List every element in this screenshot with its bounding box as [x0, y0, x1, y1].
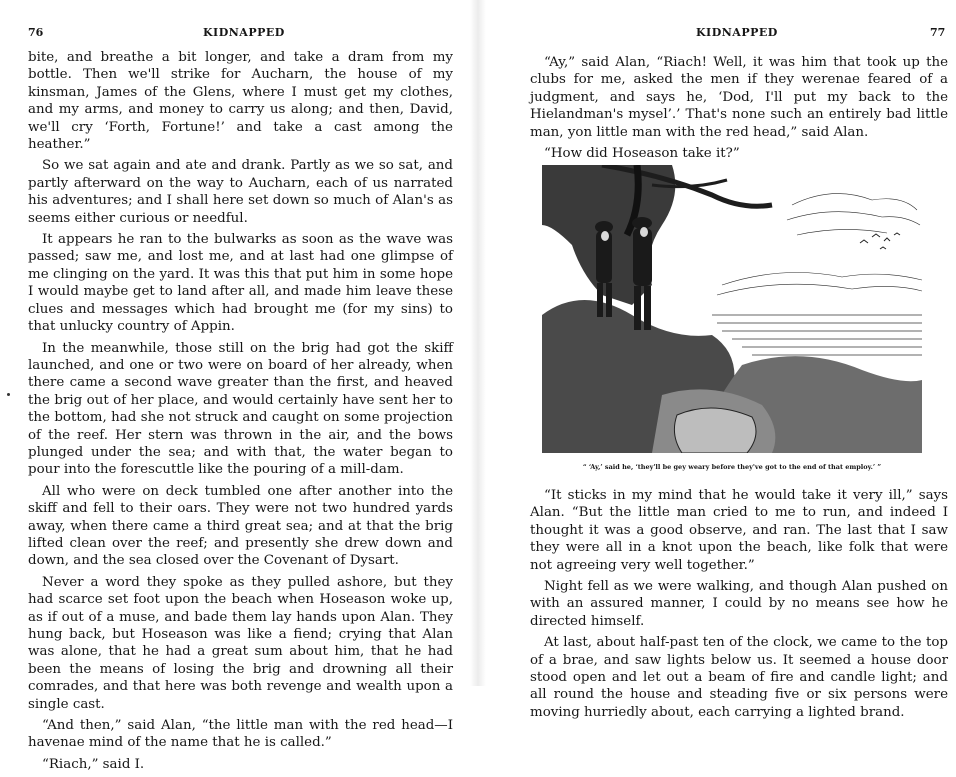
paragraph: All who were on deck tumbled one after another into the skiff and fell to their oars. They were not two hundred yards away, when there came a third great sea; and at that the brig lifted clean over the reef; and presently she drew down and down, and the sea closed over the Covenant of Dysart.: [28, 483, 453, 569]
page-number-left: 76: [28, 26, 44, 39]
illustration-caption: “ ‘Ay,’ said he, ‘they'll be gey weary before they've got to the end of that employ.’ ”: [582, 463, 882, 471]
paragraph: Never a word they spoke as they pulled ashore, but they had scarce set foot upon the beach when Hoseason woke up, as if out of a muse, and bade them lay hands upon Alan. They hung back, but Hoseason was like a fiend; crying that Alan was alone, that he had a great sum about him, that he had been the means of losing the brig and drowning all their comrades, and that here was both revenge and wealth upon a single cast.: [28, 574, 453, 712]
paragraph: “And then,” said Alan, “the little man with the red head—I havenae mind of the name that he is called.”: [28, 718, 453, 751]
engraving-illustration: [542, 165, 922, 453]
running-head-left: KIDNAPPED: [203, 26, 285, 39]
page-number-right: 77: [930, 26, 946, 39]
paragraph: “How did Hoseason take it?”: [544, 146, 740, 162]
paragraph: At last, about half-past ten of the clock, we came to the top of a brae, and saw lights below us. It seemed a house door stood open and let out a beam of fire and candle light; and all round the house and steading five or six persons were moving hurriedly about, each carrying a lighted brand.: [530, 635, 948, 720]
paragraph: “Riach,” said I.: [42, 756, 145, 772]
right-page-text-bottom: [530, 487, 948, 725]
right-page: [478, 0, 956, 720]
paragraph: It appears he ran to the bulwarks as soon as the wave was passed; saw me, and lost me, and at last had one glimpse of me clinging on the yard. It was this that put him in some hope I would maybe get to land after all, and made him leave these clues and messages which had brought me (for my sins) to that unlucky country of Appin.: [28, 232, 453, 335]
paragraph: So we sat again and ate and drank. Partly as we so sat, and partly afterward on the way to Aucharn, each of us narrated his adventures; and I shall here set down so much of Alan's as seems either curious or needful.: [28, 158, 453, 226]
paragraph: Night fell as we were walking, and though Alan pushed on with an assured manner, I could by no means see how he directed himself.: [530, 579, 948, 629]
paragraph: In the meanwhile, those still on the brig had got the skiff launched, and one or two were on board of her already, when there came a second wave greater than the first, and heaved the brig out of her place, and would certainly have sent her to the bottom, had she not struck and caught on some projection of the reef. Her stern was thrown in the air, and the bows plunged under the sea; and with that, the water began to pour into the forescuttle like the pouring of a mill-dam.: [28, 340, 453, 478]
left-page-text: [28, 49, 453, 777]
paragraph: “Ay,” said Alan, “Riach! Well, it was him that took up the clubs for me, asked the men if they werenae feared of a judgment, and says he, ‘Dod, I'll put my back to the Hielandman's mysel’.’ That's none such an entirely bad little man, yon little man with the red head,” said Alan.: [530, 55, 948, 140]
right-page-text-top: [530, 54, 948, 166]
running-head-right: KIDNAPPED: [696, 26, 778, 39]
paragraph: bite, and breathe a bit longer, and take a dram from my bottle. Then we'll strike for Aucharn, the house of my kinsman, James of the Glens, where I must get my clothes, and my arms, and money to carry us along; and then, David, we'll cry ‘Forth, Fortune!’ and take a cast among the heather.”: [28, 50, 453, 153]
paragraph: “It sticks in my mind that he would take it very ill,” says Alan. “But the little man cried to me to run, and indeed I thought it was a good observe, and ran. The last that I saw they were all in a knot upon the beach, like folk that were not agreeing very well together.”: [530, 488, 948, 573]
left-page: [0, 0, 478, 772]
margin-speck: [7, 393, 10, 396]
